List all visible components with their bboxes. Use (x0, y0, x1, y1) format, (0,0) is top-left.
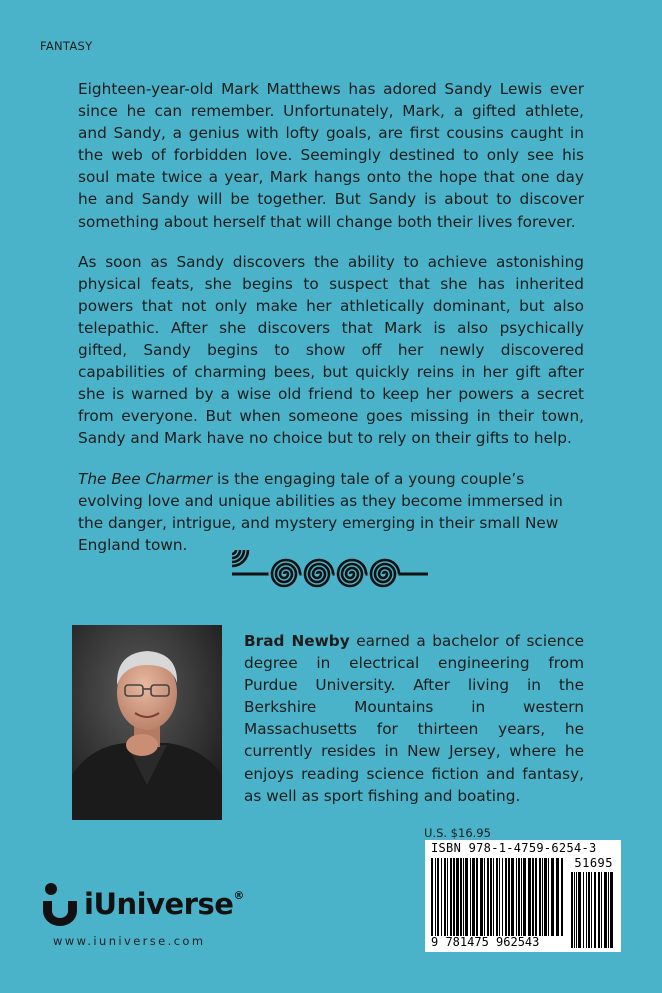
blurb-paragraph-3-text: is the engaging tale of a young couple’s evolving love and unique abilities as they become immersed in the danger, intrigue, and mystery emerging in their small New England town. (78, 469, 563, 554)
barcode-bar (505, 858, 507, 936)
iuniverse-logo-icon (40, 881, 80, 927)
blurb-paragraph-1: Eighteen-year-old Mark Matthews has adored Sandy Lewis ever since he can remember. Unfortunately, Mark, a gifted athlete, and Sandy, a genius with lofty goals, are first cousins caught in the web of forbidden love. Seemingly destined to only see his soul mate twice a year, Mark hangs onto the hope that one day he and Sandy will be together. But Sandy is about to discover something about herself that will change both their lives forever. (78, 80, 584, 231)
barcode-bar (444, 858, 446, 936)
barcode-bar (463, 858, 464, 936)
blurb-paragraph-3 (78, 468, 584, 556)
barcode-bar (528, 858, 531, 936)
barcode-bar (490, 858, 492, 936)
barcode-bar (608, 872, 609, 948)
barcode-bar (437, 858, 439, 936)
author-bio-text: earned a bachelor of science degree in electrical engineering from Purdue University. After living in the Berkshire Mountains in western Massachusetts for thirteen years, he currently resides in New Jersey, where he enjoys reading science fiction and fantasy, as well as sport fishing and boating. (244, 632, 585, 805)
barcode-bar (542, 858, 543, 936)
barcode-bar (556, 858, 559, 936)
barcode-bar (574, 872, 575, 948)
barcode-bar (523, 858, 526, 936)
ean-digits: 9 781475 962543 (431, 935, 540, 949)
barcode-bar (508, 858, 510, 936)
publisher-logo (40, 880, 244, 928)
barcode-bar (610, 872, 613, 948)
author-bio (244, 630, 584, 807)
barcode-bar (535, 858, 537, 936)
barcode-bar (583, 872, 584, 948)
barcode-bar (435, 858, 436, 936)
barcode-bar (499, 858, 500, 936)
barcode-bar (447, 858, 448, 936)
barcode-bar (456, 858, 459, 936)
barcode-bar (604, 872, 607, 948)
barcode-bar (561, 858, 563, 936)
barcode-bar (453, 858, 455, 936)
barcode-bar (450, 858, 452, 936)
barcode-bar (516, 858, 517, 936)
barcode-bar (521, 858, 522, 936)
barcode-bar (588, 872, 590, 948)
isbn-barcode (425, 840, 621, 952)
publisher-name: iUniverse® (84, 887, 244, 921)
barcode-bar (586, 872, 587, 948)
barcode-bar (591, 872, 592, 948)
barcode-bar (493, 858, 494, 936)
barcode-bar (496, 858, 498, 936)
barcode-bar (476, 858, 478, 936)
barcode-bar (551, 858, 554, 936)
price-code: 51695 (574, 856, 613, 870)
isbn-text: ISBN 978-1-4759-6254-3 (431, 841, 597, 855)
spiral-ornament-icon (232, 550, 428, 598)
barcode-bar (578, 872, 581, 948)
blurb-paragraph-2: As soon as Sandy discovers the ability to achieve astonishing physical feats, she begins to suspect that she has inherited powers that not only make her athletically dominant, but also telepathic. After she discovers that Mark is also psychically gifted, Sandy begins to show off her newly discovered capabilities of charming bees, but quickly reins in her gift after she is warned by a wise old friend to keep her powers a secret from everyone. But when someone goes missing in their town, Sandy and Mark have no choice but to rely on their gifts to help. (78, 252, 584, 448)
author-name: Brad Newby (244, 632, 350, 650)
author-photo (72, 625, 222, 820)
price-label: U.S. $16.95 (424, 826, 491, 840)
barcode-bar (460, 858, 462, 936)
book-blurb (78, 78, 584, 574)
barcode-bar (601, 872, 602, 948)
genre-label: FANTASY (40, 39, 93, 53)
barcode-bar (484, 858, 485, 936)
barcode-bar (518, 858, 520, 936)
barcode-bar (431, 858, 433, 936)
barcode-bar (571, 872, 573, 948)
barcode-bar (576, 872, 577, 948)
barcode-bar (472, 858, 475, 936)
barcode-bar (511, 858, 514, 936)
barcode-bar (487, 858, 489, 936)
barcode-bar (594, 872, 596, 948)
barcode-bar (548, 858, 549, 936)
barcode-bar (470, 858, 471, 936)
barcode-bar (441, 858, 442, 936)
barcode-bar (532, 858, 534, 936)
barcode-bar (465, 858, 468, 936)
barcode-bar (544, 858, 547, 936)
barcode-bar (502, 858, 503, 936)
book-title: The Bee Charmer (78, 469, 213, 488)
barcode-bar (598, 872, 600, 948)
barcode-bar (539, 858, 541, 936)
publisher-url: www.iuniverse.com (53, 934, 206, 948)
barcode-bar (480, 858, 483, 936)
